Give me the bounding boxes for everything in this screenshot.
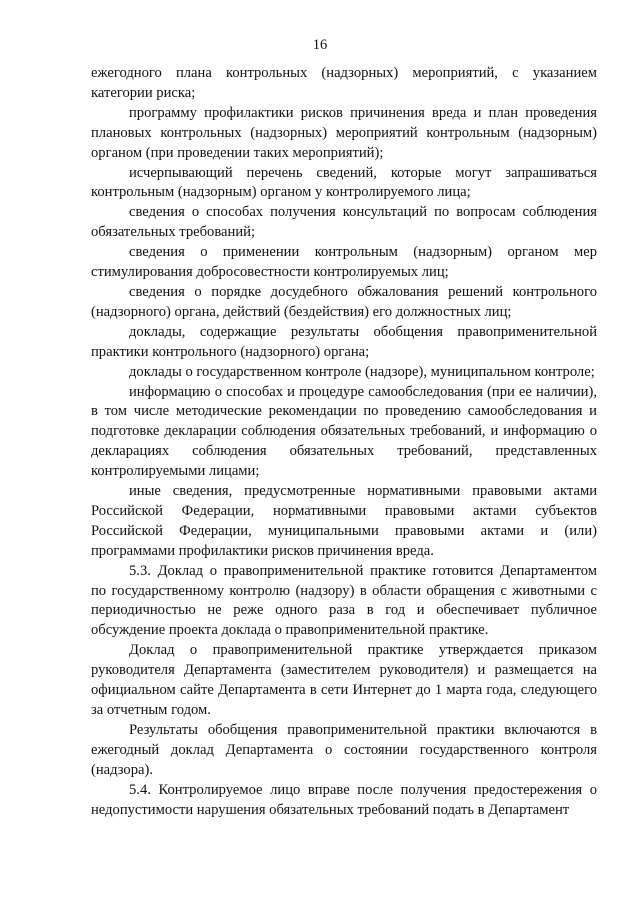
paragraph-section-5-3: 5.3. Доклад о правоприменительной практике готовится Департаментом по государственному контролю (надзору) в области обращения с животными с периодичностью не реже одного раза в год и обеспечивает публичное обсуждение проекта доклада о правоприменительной практике. xyxy=(91,562,597,639)
paragraph-section-5-4: 5.4. Контролируемое лицо вправе после получения предостережения о недопустимости нарушения обязательных требований подать в Департамент xyxy=(91,781,597,818)
paragraph-report-approval: Доклад о правоприменительной практике утверждается приказом руководителя Департамента (заместителем руководителя) и размещается на официальном сайте Департамента в сети Интернет до 1 марта года, следующего за отчетным годом. xyxy=(91,642,597,718)
paragraph-continuation: ежегодного плана контрольных (надзорных) мероприятий, с указанием категории риска; xyxy=(91,65,597,101)
document-body xyxy=(91,64,597,820)
paragraph-other-info: иные сведения, предусмотренные нормативными правовыми актами Российской Федерации, нормативными правовыми актами субъектов Российской Федерации, муниципальными правовыми актами и (или) программами профилактики рисков причинения вреда. xyxy=(91,483,597,559)
paragraph-report-results: Результаты обобщения правоприменительной практики включаются в ежегодный доклад Департамента о состоянии государственного контроля (надзора). xyxy=(91,721,597,778)
paragraph-self-inspection: информацию о способах и процедуре самообследования (при ее наличии), в том числе методические рекомендации по проведению самообследования и подготовке декларации соблюдения обязательных требований, и информацию о декларациях соблюдения обязательных требований, представленных контролируемыми лицами; xyxy=(91,383,597,480)
page-number: 16 xyxy=(312,37,328,53)
paragraph-prevention-program: программу профилактики рисков причинения вреда и план проведения плановых контрольных (надзорных) мероприятий контрольным (надзорным) органом (при проведении таких мероприятий); xyxy=(91,104,597,161)
paragraph-incentives: сведения о применении контрольным (надзорным) органом мер стимулирования добросовестности контролируемых лиц; xyxy=(91,244,597,281)
paragraph-info-list: исчерпывающий перечень сведений, которые могут запрашиваться контрольным (надзорным) органом у контролируемого лица; xyxy=(91,164,597,201)
paragraph-control-reports: доклады о государственном контроле (надзоре), муниципальном контроле; xyxy=(129,363,595,380)
paragraph-practice-reports: доклады, содержащие результаты обобщения правоприменительной практики контрольного (надзорного) органа; xyxy=(91,323,597,360)
paragraph-consultations: сведения о способах получения консультаций по вопросам соблюдения обязательных требований; xyxy=(91,204,597,241)
paragraph-appeals: сведения о порядке досудебного обжалования решений контрольного (надзорного) органа, действий (бездействия) его должностных лиц; xyxy=(91,283,597,320)
